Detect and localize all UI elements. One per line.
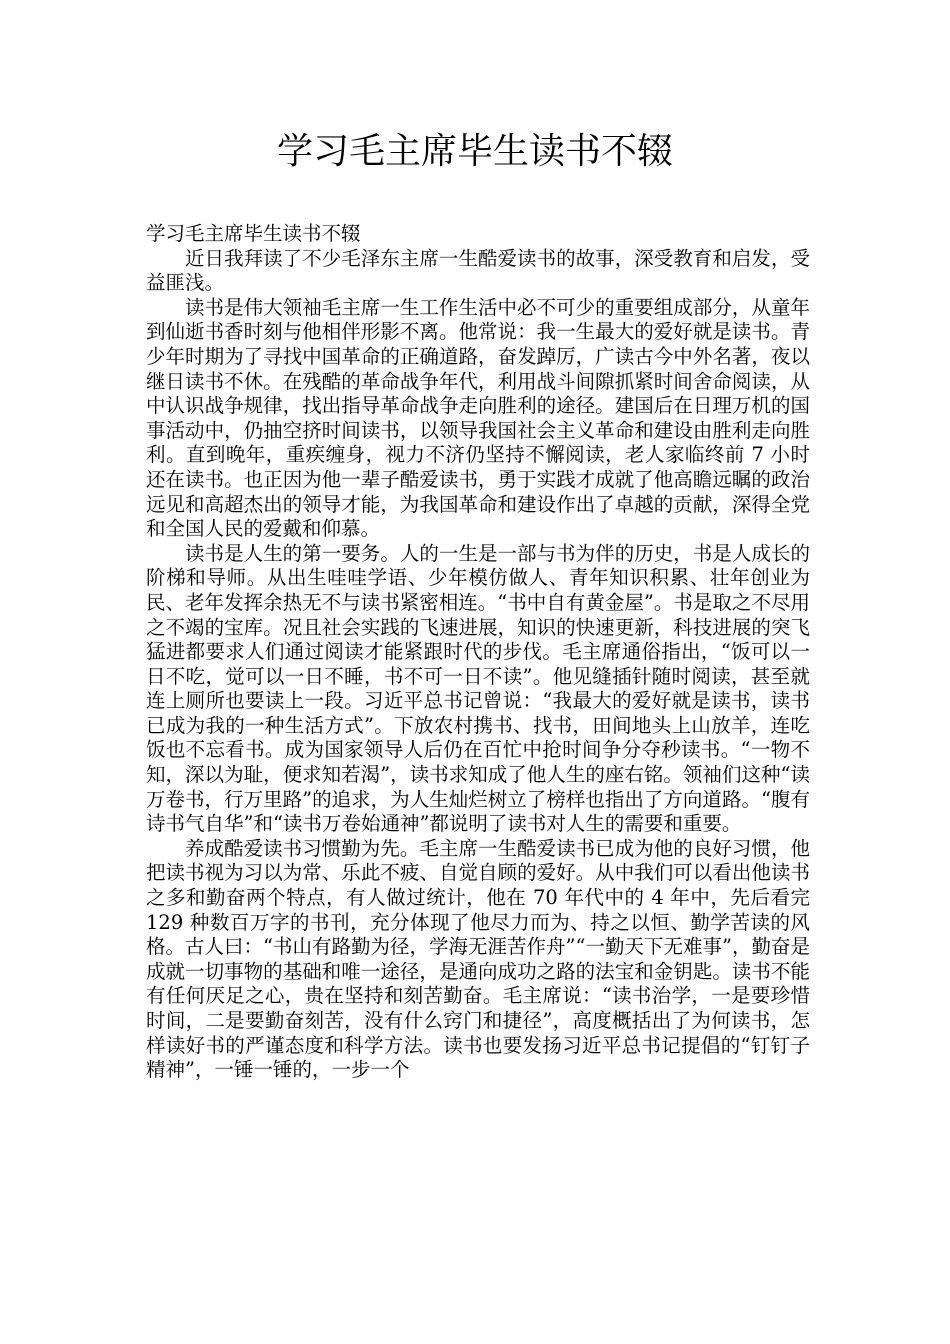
paragraph-1: 近日我拜读了不少毛泽东主席一生酷爱读书的故事，深受教育和启发，受益匪浅。 <box>146 246 810 295</box>
document-title: 学习毛主席毕生读书不辍 <box>276 131 673 172</box>
document-subtitle: 学习毛主席毕生读书不辍 <box>146 222 361 245</box>
paragraph-4: 养成酷爱读书习惯勤为先。毛主席一生酷爱读书已成为他的良好习惯，他把读书视为习以为常、乐此不疲、自觉自顾的爱好。从中我们可以看出他读书之多和勤奋两个特点，有人做过统计，他在 70 年代中的 4 年中，先后看完 129 种数百万字的书刊，充分体现了他尽力而为、持之以恒、勤学苦读的风格。古人曰：“书山有路勤为径，学海无涯苦作舟”“一勤天下无难事”，勤奋是成就一切事物的基础和唯一途径，是通向成功之路的法宝和金钥匙。读书不能有任何厌足之心，贵在坚持和刻苦勤奋。毛主席说：“读书治学，一是要珍惜时间，二是要勤奋刻苦，没有什么窍门和捷径”，高度概括出了为何读书，怎样读好书的严谨态度和科学方法。读书也要发扬习近平总书记提倡的“钉钉子精神”，一锤一锤的，一步一个 <box>146 836 810 1082</box>
document-body <box>146 222 810 1083</box>
paragraph-3: 读书是人生的第一要务。人的一生是一部与书为伴的历史，书是人成长的阶梯和导师。从出生哇哇学语、少年模仿做人、青年知识积累、壮年创业为民、老年发挥余热无不与读书紧密相连。“书中自有黄金屋”。书是取之不尽用之不竭的宝库。况且社会实践的飞速进展，知识的快速更新，科技进展的突飞猛进都要求人们通过阅读才能紧跟时代的步伐。毛主席通俗指出，“饭可以一日不吃，觉可以一日不睡，书不可一日不读”。他见缝插针随时阅读，甚至就连上厕所也要读上一段。习近平总书记曾说：“我最大的爱好就是读书，读书已成为我的一种生活方式”。下放农村携书、找书，田间地头上山放羊，连吃饭也不忘看书。成为国家领导人后仍在百忙中抢时间争分夺秒读书。“一物不知，深以为耻，便求知若渴”，读书求知成了他人生的座右铭。领袖们这种“读万卷书，行万里路”的追求，为人生灿烂树立了榜样也指出了方向道路。“腹有诗书气自华”和“读书万卷始通神”都说明了读书对人生的需要和重要。 <box>146 541 810 836</box>
paragraph-2: 读书是伟大领袖毛主席一生工作生活中必不可少的重要组成部分，从童年到仙逝书香时刻与他相伴形影不离。他常说：我一生最大的爱好就是读书。青少年时期为了寻找中国革命的正确道路，奋发踔厉，广读古今中外名著，夜以继日读书不休。在残酷的革命战争年代，利用战斗间隙抓紧时间舍命阅读，从中认识战争规律，找出指导革命战争走向胜利的途径。建国后在日理万机的国事活动中，仍抽空挤时间读书，以领导我国社会主义革命和建设由胜利走向胜利。直到晚年，重疾缠身，视力不济仍坚持不懈阅读，老人家临终前 7 小时还在读书。也正因为他一辈子酷爱读书，勇于实践才成就了他高瞻远瞩的政治远见和高超杰出的领导才能，为我国革命和建设作出了卓越的贡献，深得全党和全国人民的爱戴和仰慕。 <box>146 295 810 541</box>
